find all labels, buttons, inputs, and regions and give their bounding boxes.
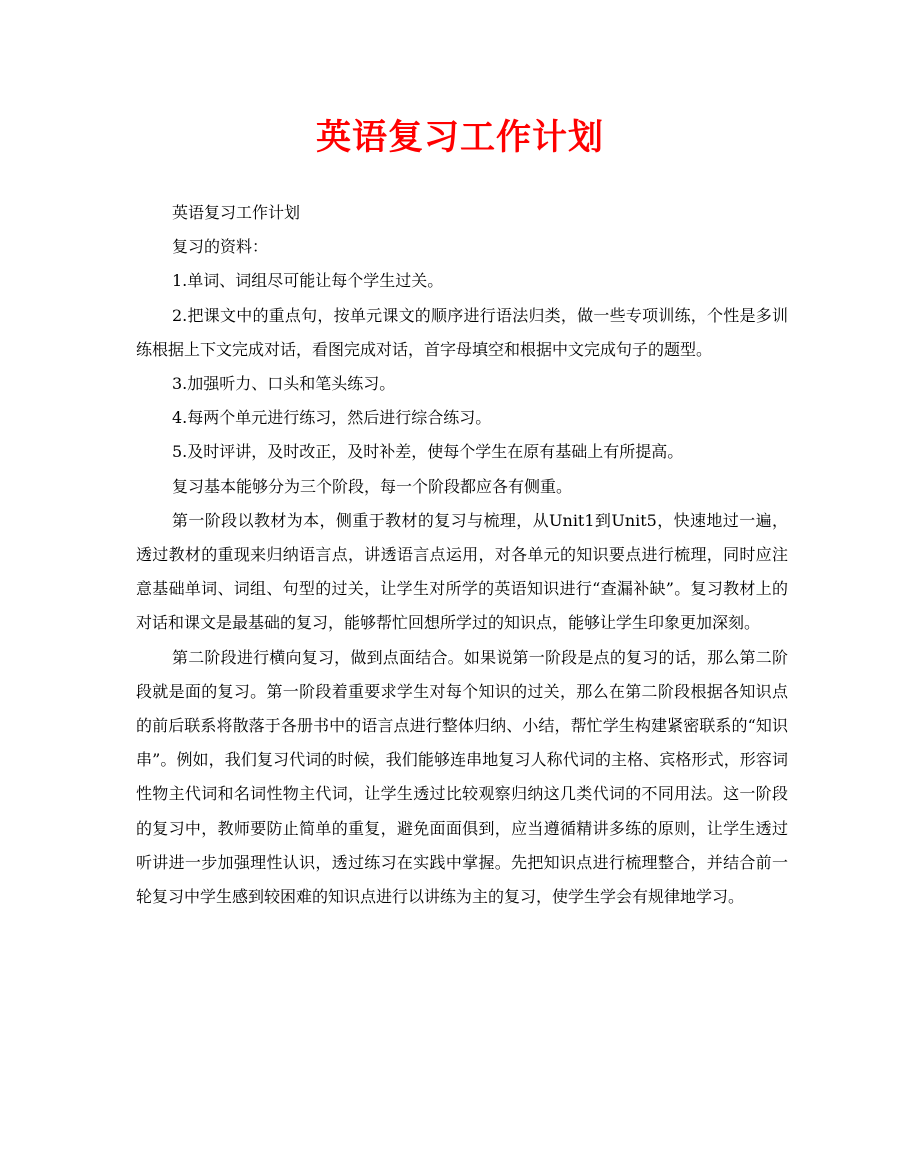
document-body — [136, 196, 788, 914]
paragraph-item-2: 2.把课文中的重点句，按单元课文的顺序进行语法归类，做一些专项训练，个性是多训练根据上下文完成对话，看图完成对话，首字母填空和根据中文完成句子的题型。 — [136, 305, 788, 359]
paragraph-item-1: 1.单词、词组尽可能让每个学生过关。 — [172, 271, 444, 291]
paragraph-item-4: 4.每两个单元进行练习，然后进行综合练习。 — [172, 408, 492, 428]
paragraph-stage-two: 第二阶段进行横向复习，做到点面结合。如果说第一阶段是点的复习的话，那么第二阶段就是面的复习。第一阶段着重要求学生对每个知识的过关，那么在第二阶段根据各知识点的前后联系将散落于各册书中的语言点进行整体归纳、小结，帮忙学生构建紧密联系的“知识串”。例如，我们复习代词的时候，我们能够连串地复习人称代词的主格、宾格形式，形容词性物主代词和名词性物主代词，让学生透过比较观察归纳这几类代词的不同用法。这一阶段的复习中，教师要防止简单的重复，避免面面俱到，应当遵循精讲多练的原则，让学生透过听讲进一步加强理性认识，透过练习在实践中掌握。先把知识点进行梳理整合，并结合前一轮复习中学生感到较困难的知识点进行以讲练为主的复习，使学生学会有规律地学习。 — [136, 647, 788, 907]
document-title: 英语复习工作计划 — [315, 117, 604, 158]
paragraph-item-3: 3.加强听力、口头和笔头练习。 — [172, 374, 396, 394]
paragraph-stage-one: 第一阶段以教材为本，侧重于教材的复习与梳理，从Unit1到Unit5，快速地过一遍，透过教材的重现来归纳语言点，讲透语言点运用，对各单元的知识要点进行梳理，同时应注意基础单词、词组、句型的过关，让学生对所学的英语知识进行“查漏补缺”。复习教材上的对话和课文是最基础的复习，能够帮忙回想所学过的知识点，能够让学生印象更加深刻。 — [136, 510, 788, 633]
paragraph-stages-intro: 复习基本能够分为三个阶段，每一个阶段都应各有侧重。 — [172, 476, 573, 496]
paragraph-review-content-label: 复习的资料： — [172, 237, 269, 257]
paragraph-heading: 英语复习工作计划 — [172, 203, 301, 222]
paragraph-item-5: 5.及时评讲，及时改正，及时补差，使每个学生在原有基础上有所提高。 — [172, 442, 684, 462]
